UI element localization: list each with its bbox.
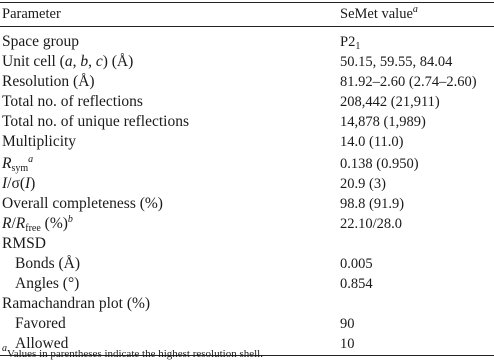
allowed-label: Allowed	[15, 335, 69, 352]
rmsd-label: RMSD	[2, 235, 46, 252]
unique-reflections-label: Total no. of unique reflections	[2, 113, 190, 130]
i-sigma-label: I/σ(I)	[2, 175, 36, 192]
completeness-value: 98.8 (91.9)	[340, 196, 405, 212]
unit-cell-value: 50.15, 59.55, 84.04	[340, 54, 453, 70]
table-header-row	[0, 4, 494, 24]
total-reflections-value: 208,442 (21,911)	[340, 94, 440, 110]
space-group-label: Space group	[2, 33, 80, 50]
table-top-rule	[0, 2, 494, 3]
table-row-i-sigma	[0, 174, 494, 194]
table-row-unique-reflections	[0, 112, 494, 132]
table-row-multiplicity	[0, 132, 494, 152]
table-row-angles	[0, 274, 494, 294]
favored-label: Favored	[15, 315, 66, 332]
bonds-label: Bonds (Å)	[15, 255, 81, 272]
table-row-r-rfree	[0, 214, 494, 234]
unit-cell-label: Unit cell (a, b, c) (Å)	[2, 53, 134, 70]
table-row-unit-cell	[0, 52, 494, 72]
table-footnote: $^a$Values in parentheses indicate the highest resolution shell.	[2, 343, 263, 360]
table-row-space-group	[0, 32, 494, 52]
table-row-bonds	[0, 254, 494, 274]
header-semet-value: SeMet value$^a$	[340, 4, 418, 22]
multiplicity-label: Multiplicity	[2, 133, 77, 150]
table-row-resolution	[0, 72, 494, 92]
unique-reflections-value: 14,878 (1,989)	[340, 114, 426, 130]
bonds-value: 0.005	[340, 256, 373, 272]
total-reflections-label: Total no. of reflections	[2, 93, 143, 110]
table-row-total-reflections	[0, 92, 494, 112]
i-sigma-value: 20.9 (3)	[340, 176, 386, 192]
table-row-completeness	[0, 194, 494, 214]
table-row-rmsd	[0, 234, 494, 254]
ramachandran-label: Ramachandran plot (%)	[2, 295, 151, 312]
table-row-favored	[0, 314, 494, 334]
favored-value: 90	[340, 316, 355, 332]
resolution-label: Resolution (Å)	[2, 73, 95, 90]
r-rfree-value: 22.10/28.0	[340, 216, 403, 232]
header-parameter: Parameter	[2, 6, 61, 22]
angles-label: Angles (°)	[15, 275, 80, 292]
resolution-value: 81.92–2.60 (2.74–2.60)	[340, 74, 477, 90]
table-row-ramachandran	[0, 294, 494, 314]
table-row-rsym	[0, 154, 494, 174]
angles-value: 0.854	[340, 276, 373, 292]
rsym-value: 0.138 (0.950)	[340, 156, 419, 172]
multiplicity-value: 14.0 (11.0)	[340, 134, 404, 150]
space-group-value: $P2_1$	[340, 34, 361, 52]
table-header-rule	[0, 26, 494, 27]
allowed-value: 10	[340, 336, 355, 352]
rsym-label: $R_{sym}^a$	[2, 154, 34, 174]
completeness-label: Overall completeness (%)	[2, 195, 163, 212]
r-rfree-label: $R/R_{free}$ (%)$^b$	[2, 214, 73, 234]
